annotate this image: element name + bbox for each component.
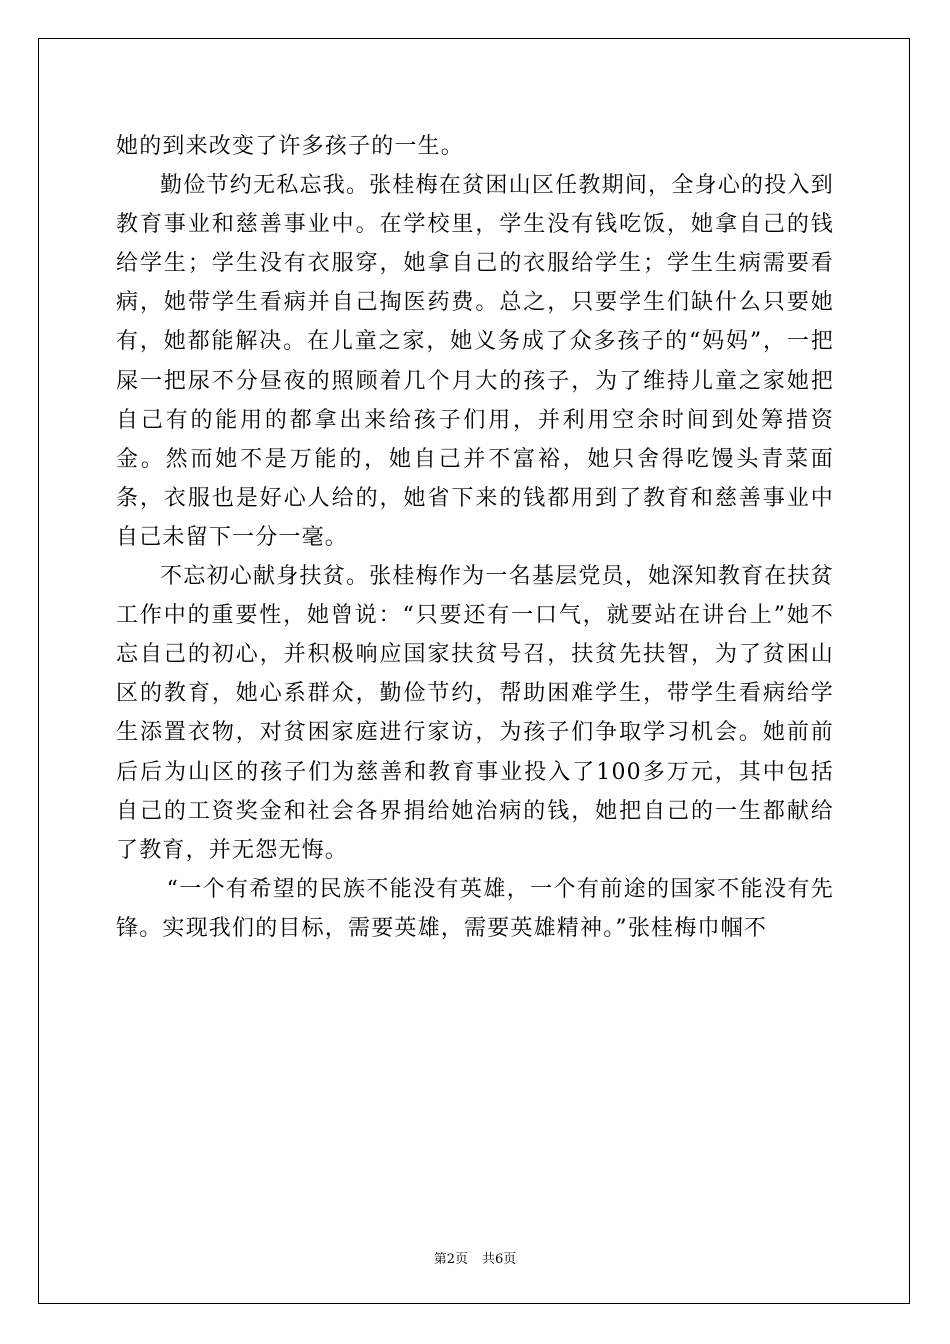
- document-body: [116, 127, 834, 948]
- paragraph-2: 勤俭节约无私忘我。张桂梅在贫困山区任教期间，全身心的投入到教育事业和慈善事业中。在学校里，学生没有钱吃饭，她拿自己的钱给学生；学生没有衣服穿，她拿自己的衣服给学生；学生生病需要看病，她带学生看病并自己掏医药费。总之，只要学生们缺什么只要她有，她都能解决。在儿童之家，她义务成了众多孩子的“妈妈”，一把屎一把尿不分昼夜的照顾着几个月大的孩子，为了维持儿童之家她把自己有的能用的都拿出来给孩子们用，并利用空余时间到处筹措资金。然而她不是万能的，她自己并不富裕，她只舍得吃馒头青菜面条，衣服也是好心人给的，她省下来的钱都用到了教育和慈善事业中自己未留下一分一毫。: [116, 173, 834, 550]
- page-footer: [0, 1248, 950, 1267]
- paragraph-4: “一个有希望的民族不能没有英雄，一个有前途的国家不能没有先锋。实现我们的目标，需要英雄，需要英雄精神。”张桂梅巾帼不: [116, 876, 834, 941]
- paragraph-3: 不忘初心献身扶贫。张桂梅作为一名基层党员，她深知教育在扶贫工作中的重要性，她曾说：“只要还有一口气，就要站在讲台上”她不忘自己的初心，并积极响应国家扶贫号召，扶贫先扶智，为了贫困山区的教育，她心系群众，勤俭节约，帮助困难学生，带学生看病给学生添置衣物，对贫困家庭进行家访，为孩子们争取学习机会。她前前后后为山区的孩子们为慈善和教育事业投入了100多万元，其中包括自己的工资奖金和社会各界捐给她治病的钱，她把自己的一生都献给了教育，并无怨无悔。: [116, 564, 834, 863]
- paragraph-1: 她的到来改变了许多孩子的一生。: [116, 134, 465, 159]
- page-number-total: 共6页: [482, 1252, 517, 1267]
- page-number-current: 第2页: [433, 1252, 468, 1267]
